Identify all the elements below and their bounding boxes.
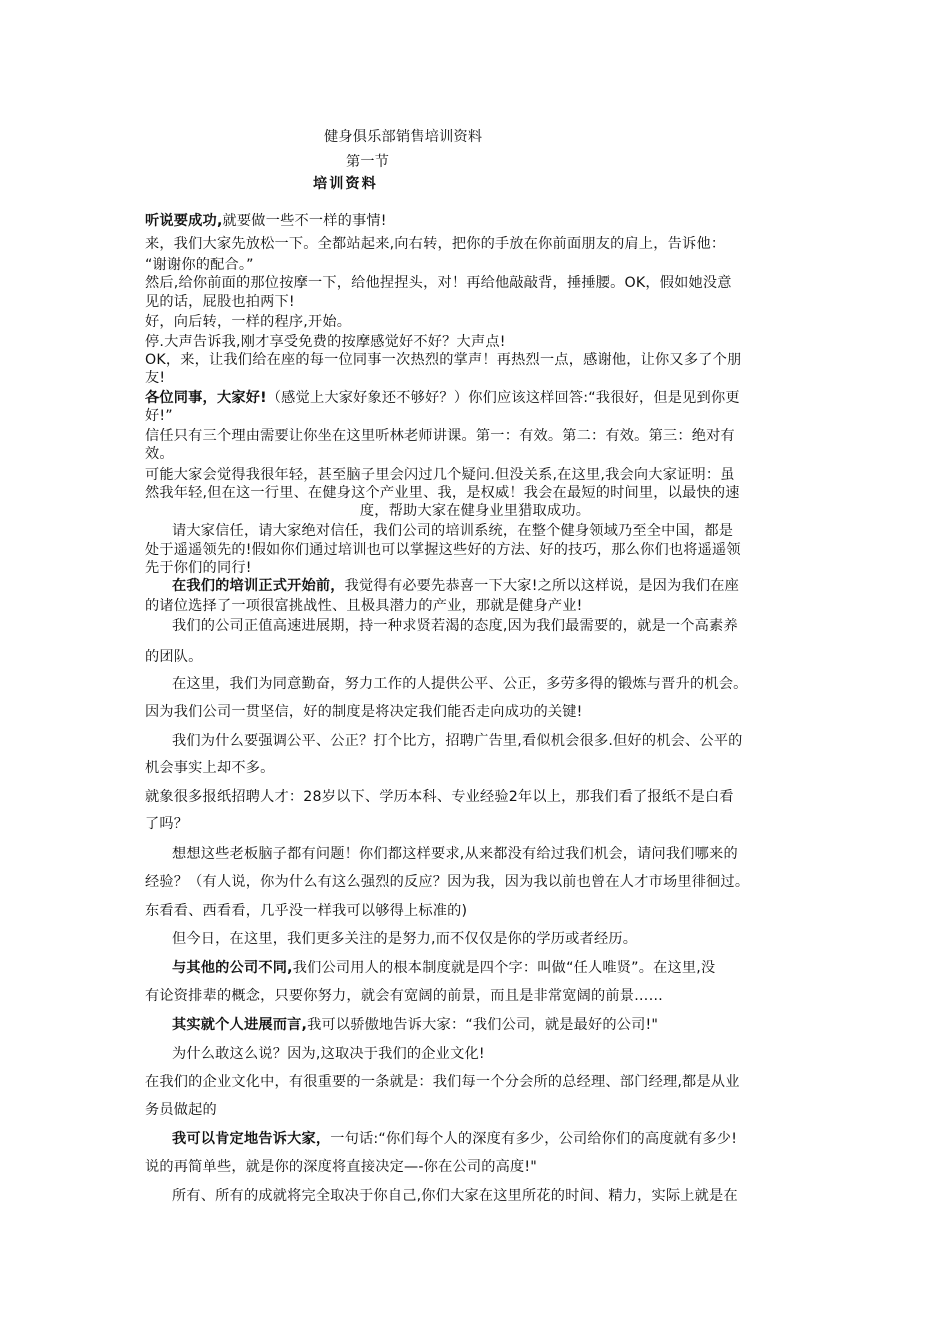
text-line: [145, 1073, 740, 1091]
line-text: 我们为什么要强调公平、公正？打个比方，招聘广告里,看似机会很多.但好的机会、公平的: [172, 733, 743, 749]
text-line: [145, 987, 663, 1005]
text-line: [145, 873, 749, 891]
text-line: [172, 1045, 485, 1063]
text-line: [145, 351, 741, 369]
line-text: 见的话，屁股也拍两下!: [145, 294, 295, 310]
line-text: “谢谢你的配合。”: [145, 257, 254, 273]
text-line: [172, 1187, 738, 1205]
text-line: [172, 959, 715, 977]
text-line: [172, 577, 739, 595]
section-subtitle: 培训资料: [313, 176, 378, 192]
text-line: [145, 484, 740, 502]
line-text: 处于遥遥领先的!假如你们通过培训也可以掌握这些好的方法、好的技巧，那么你们也将遥遥领: [145, 542, 741, 558]
line-text: 有论资排辈的概念，只要你努力，就会有宽阔的前景，而且是非常宽阔的前景……: [145, 988, 663, 1004]
line-text: 在我们的企业文化中，有很重要的一条就是：我们每一个分会所的总经理、部门经理,都是从业: [145, 1074, 740, 1090]
line-text: 因为我们公司一贯坚信，好的制度是将决定我们能否走向成功的关键!: [145, 704, 583, 720]
text-line: [145, 407, 173, 425]
text-line: [172, 1016, 658, 1034]
line-text: 好!”: [145, 408, 173, 424]
text-line: [145, 648, 203, 666]
line-text: 我觉得有必要先恭喜一下大家!之所以这样说，是因为我们在座: [344, 578, 740, 594]
line-text: 经验？（有人说，你为什么有这么强烈的反应？因为我，因为我以前也曾在人才市场里徘徊过。: [145, 874, 750, 890]
line-text: 就要做一些不一样的事情!: [222, 213, 387, 229]
line-text: 的团队。: [145, 649, 203, 665]
text-line: [172, 930, 637, 948]
line-text: 停.大声告诉我,刚才享受免费的按摩感觉好不好？大声点!: [145, 334, 506, 350]
text-line: [145, 1158, 537, 1176]
text-line: [145, 445, 174, 463]
line-text: 了吗？: [145, 816, 189, 832]
bold-lead-text: 各位同事，大家好!: [145, 390, 267, 406]
line-text: 的诸位选择了一项很富挑战性、且极具潜力的产业，那就是健身产业!: [145, 598, 583, 614]
text-line: [145, 369, 165, 387]
line-text: 机会事实上却不多。: [145, 760, 275, 776]
line-text: 说的再简单些，就是你的深度将直接决定—-你在公司的高度!": [145, 1159, 538, 1175]
section-heading: 第一节: [346, 154, 390, 170]
text-line: [145, 703, 583, 721]
text-line: [145, 333, 506, 351]
line-text: （感觉上大家好象还不够好？）你们应该这样回答:“我很好，但是见到你更: [266, 390, 740, 406]
text-line: [172, 845, 738, 863]
line-text: 在这里，我们为同意勤奋，努力工作的人提供公平、公正，多劳多得的锻炼与晋升的机会。: [172, 676, 748, 692]
text-line: [145, 502, 805, 520]
line-text: 先于你们的同行!: [145, 560, 252, 576]
line-text: 为什么敢这么说？因为,这取决于我们的企业文化!: [172, 1046, 485, 1062]
text-line: [172, 617, 738, 635]
line-text: 但今日，在这里，我们更多关注的是努力,而不仅仅是你的学历或者经历。: [172, 931, 638, 947]
line-text: 信任只有三个理由需要让你坐在这里听林老师讲课。第一：有效。第二：有效。第三：绝对有: [145, 428, 735, 444]
bold-lead-text: 其实就个人进展而言,: [172, 1017, 308, 1033]
line-text: 东看看、西看看，几乎没一样我可以够得上标准的): [145, 903, 468, 919]
text-line: [172, 675, 748, 693]
text-line: [145, 389, 740, 407]
text-line: [145, 815, 188, 833]
line-text: 然后,给你前面的那位按摩一下，给他捏捏头，对！再给他敲敲背，捶捶腰。OK，假如她没意: [145, 275, 732, 291]
line-text: 好，向后转，一样的程序,开始。: [145, 314, 352, 330]
line-text: 请大家信任，请大家绝对信任，我们公司的培训系统，在整个健身领域乃至全中国，都是: [172, 523, 734, 539]
line-text: 所有、所有的成就将完全取决于你自己,你们大家在这里所花的时间、精力，实际上就是在: [172, 1188, 738, 1204]
line-text: 我可以骄傲地告诉大家：“我们公司，就是最好的公司!": [307, 1017, 659, 1033]
text-line: [172, 732, 743, 750]
line-text: 友!: [145, 370, 166, 386]
text-line: [145, 902, 467, 920]
text-line: [145, 256, 254, 274]
text-line: [172, 1130, 737, 1148]
line-text: 我们的公司正值高速进展期，持一种求贤若渴的态度,因为我们最需要的，就是一个高素养: [172, 618, 738, 634]
text-line: [145, 313, 351, 331]
text-line: [145, 235, 725, 253]
text-line: [172, 522, 733, 540]
bold-lead-text: 我可以肯定地告诉大家，: [172, 1131, 331, 1147]
bold-lead-text: 与其他的公司不同,: [172, 960, 293, 976]
bold-lead-text: 听说要成功,: [145, 213, 223, 229]
text-line: [145, 466, 735, 484]
text-line: [145, 1101, 217, 1119]
bold-lead-text: 在我们的培训正式开始前，: [172, 578, 345, 594]
text-line: [145, 541, 741, 559]
line-text: 可能大家会觉得我很年轻，甚至脑子里会闪过几个疑问.但没关系,在这里,我会向大家证明：虽: [145, 467, 735, 483]
text-line: [145, 597, 583, 615]
line-text: OK，来，让我们给在座的每一位同事一次热烈的掌声！再热烈一点，感谢他，让你又多了个朋: [145, 352, 742, 368]
text-line: [145, 212, 387, 230]
text-line: [145, 559, 252, 577]
line-text: 就象很多报纸招聘人才：28岁以下、学历本科、专业经验2年以上，那我们看了报纸不是白看: [145, 789, 734, 805]
text-line: [145, 788, 734, 806]
text-line: [145, 293, 295, 311]
line-text: 然我年轻,但在这一行里、在健身这个产业里、我，是权威！我会在最短的时间里，以最快的速: [145, 485, 740, 501]
line-text: 我们公司用人的根本制度就是四个字：叫做“任人唯贤”。在这里,没: [292, 960, 716, 976]
document-title: 健身俱乐部销售培训资料: [324, 129, 483, 145]
line-text: 一句话:“你们每个人的深度有多少，公司给你们的高度就有多少!: [330, 1131, 738, 1147]
text-line: [145, 759, 275, 777]
line-text: 想想这些老板脑子都有问题！你们都这样要求,从来都没有给过我们机会，请问我们哪来的: [172, 846, 738, 862]
text-line: [145, 274, 732, 292]
line-text: 效。: [145, 446, 174, 462]
line-text: 来，我们大家先放松一下。全都站起来,向右转，把你的手放在你前面朋友的肩上，告诉他：: [145, 236, 726, 252]
line-text: 度，帮助大家在健身业里猎取成功。: [359, 503, 591, 519]
text-line: [145, 427, 735, 445]
line-text: 务员做起的: [145, 1102, 217, 1118]
